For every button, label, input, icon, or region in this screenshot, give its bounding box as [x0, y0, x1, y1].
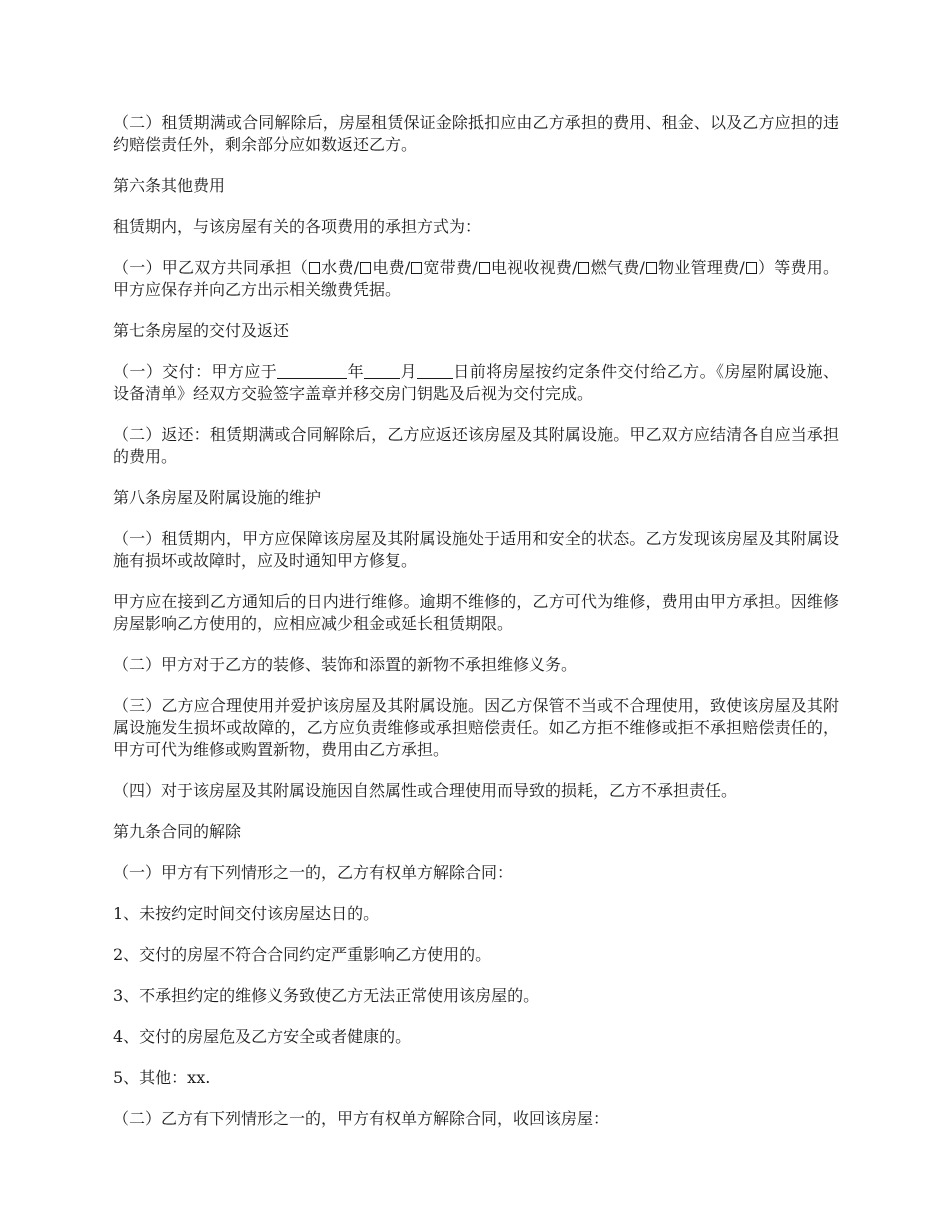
- fee-item-water: 水费/: [320, 258, 360, 277]
- article-6-title: 第六条其他费用: [113, 176, 226, 195]
- fee-item-property: 物业管理费/: [657, 258, 745, 277]
- paragraph-termination-lessee: （一）甲方有下列情形之一的，乙方有权单方解除合同：: [113, 863, 514, 882]
- checkbox-icon: [746, 262, 757, 274]
- delivery-text-c: 月: [400, 362, 417, 381]
- fee-item-broadband: 宽带费/: [423, 258, 478, 277]
- fee-item-gas: 燃气费/: [590, 258, 645, 277]
- paragraph-shared-fees: [113, 257, 839, 301]
- list-item-4: 4、交付的房屋危及乙方安全或者健康的。: [113, 1027, 412, 1046]
- fee-item-electricity: 电费/: [372, 258, 411, 277]
- paragraph-maintenance-3: （三）乙方应合理使用并爱护该房屋及其附属设施。因乙方保管不当或不合理使用，致使该房屋及其附属设施发生损坏或故障的，乙方应负责维修或承担赔偿责任。如乙方拒不维修或拒不承担赔偿责任的，甲方可代为维修或购置新物，费用由乙方承担。: [113, 696, 839, 759]
- paragraph-deposit-refund: （二）租赁期满或合同解除后，房屋租赁保证金除抵扣应由乙方承担的费用、租金、以及乙方应担的违约赔偿责任外，剩余部分应如数返还乙方。: [113, 113, 839, 154]
- checkbox-icon: [411, 262, 422, 274]
- article-7-title: 第七条房屋的交付及返还: [113, 321, 290, 340]
- shared-fees-prefix: （一）甲乙双方共同承担（: [113, 258, 308, 277]
- checkbox-icon: [646, 262, 657, 274]
- list-item-1: 1、未按约定时间交付该房屋达日的。: [113, 904, 380, 923]
- checkbox-icon: [360, 262, 371, 274]
- fee-item-tv: 电视收视费/: [490, 258, 578, 277]
- article-8-title: 第八条房屋及附属设施的维护: [113, 488, 322, 507]
- document-page: [113, 112, 839, 1149]
- list-item-3: 3、不承担约定的维修义务致使乙方无法正常使用该房屋的。: [113, 986, 540, 1005]
- blank-month: [364, 362, 400, 379]
- blank-year: [277, 362, 347, 379]
- blank-day: [417, 362, 453, 379]
- checkbox-icon: [309, 262, 320, 274]
- delivery-text-d: 日前将房屋按约定条件交付给乙方。《房屋附属设施、设备清单》经双方交验签字盖章并移交房门钥匙及后视为交付完成。: [113, 362, 839, 403]
- article-9-title: 第九条合同的解除: [113, 822, 242, 841]
- shared-fees-suffix: ）等费用。甲方应保存并向乙方出示相关缴费凭据。: [113, 258, 839, 299]
- paragraph-fee-intro: 租赁期内，与该房屋有关的各项费用的承担方式为：: [113, 217, 482, 236]
- paragraph-maintenance-deadline: 甲方应在接到乙方通知后的日内进行维修。逾期不维修的，乙方可代为维修，费用由甲方承担。因维修房屋影响乙方使用的，应相应减少租金或延长租赁期限。: [113, 592, 839, 633]
- paragraph-delivery: [113, 361, 839, 405]
- list-item-5: 5、其他：xx.: [113, 1068, 211, 1087]
- paragraph-maintenance-1: （一）租赁期内，甲方应保障该房屋及其附属设施处于适用和安全的状态。乙方发现该房屋及其附属设施有损坏或故障时，应及时通知甲方修复。: [113, 529, 839, 570]
- paragraph-maintenance-2: （二）甲方对于乙方的装修、装饰和添置的新物不承担维修义务。: [113, 655, 578, 674]
- paragraph-termination-lessor: （二）乙方有下列情形之一的，甲方有权单方解除合同，收回该房屋：: [113, 1109, 610, 1128]
- delivery-text-a: （一）交付：甲方应于: [113, 362, 278, 381]
- checkbox-icon: [479, 262, 490, 274]
- paragraph-maintenance-4: （四）对于该房屋及其附属设施因自然属性或合理使用而导致的损耗，乙方不承担责任。: [113, 781, 738, 800]
- paragraph-return: （二）返还：租赁期满或合同解除后，乙方应返还该房屋及其附属设施。甲乙双方应结清各自应当承担的费用。: [113, 425, 839, 466]
- list-item-2: 2、交付的房屋不符合合同约定严重影响乙方使用的。: [113, 945, 492, 964]
- delivery-text-b: 年: [347, 362, 365, 381]
- checkbox-icon: [578, 262, 589, 274]
